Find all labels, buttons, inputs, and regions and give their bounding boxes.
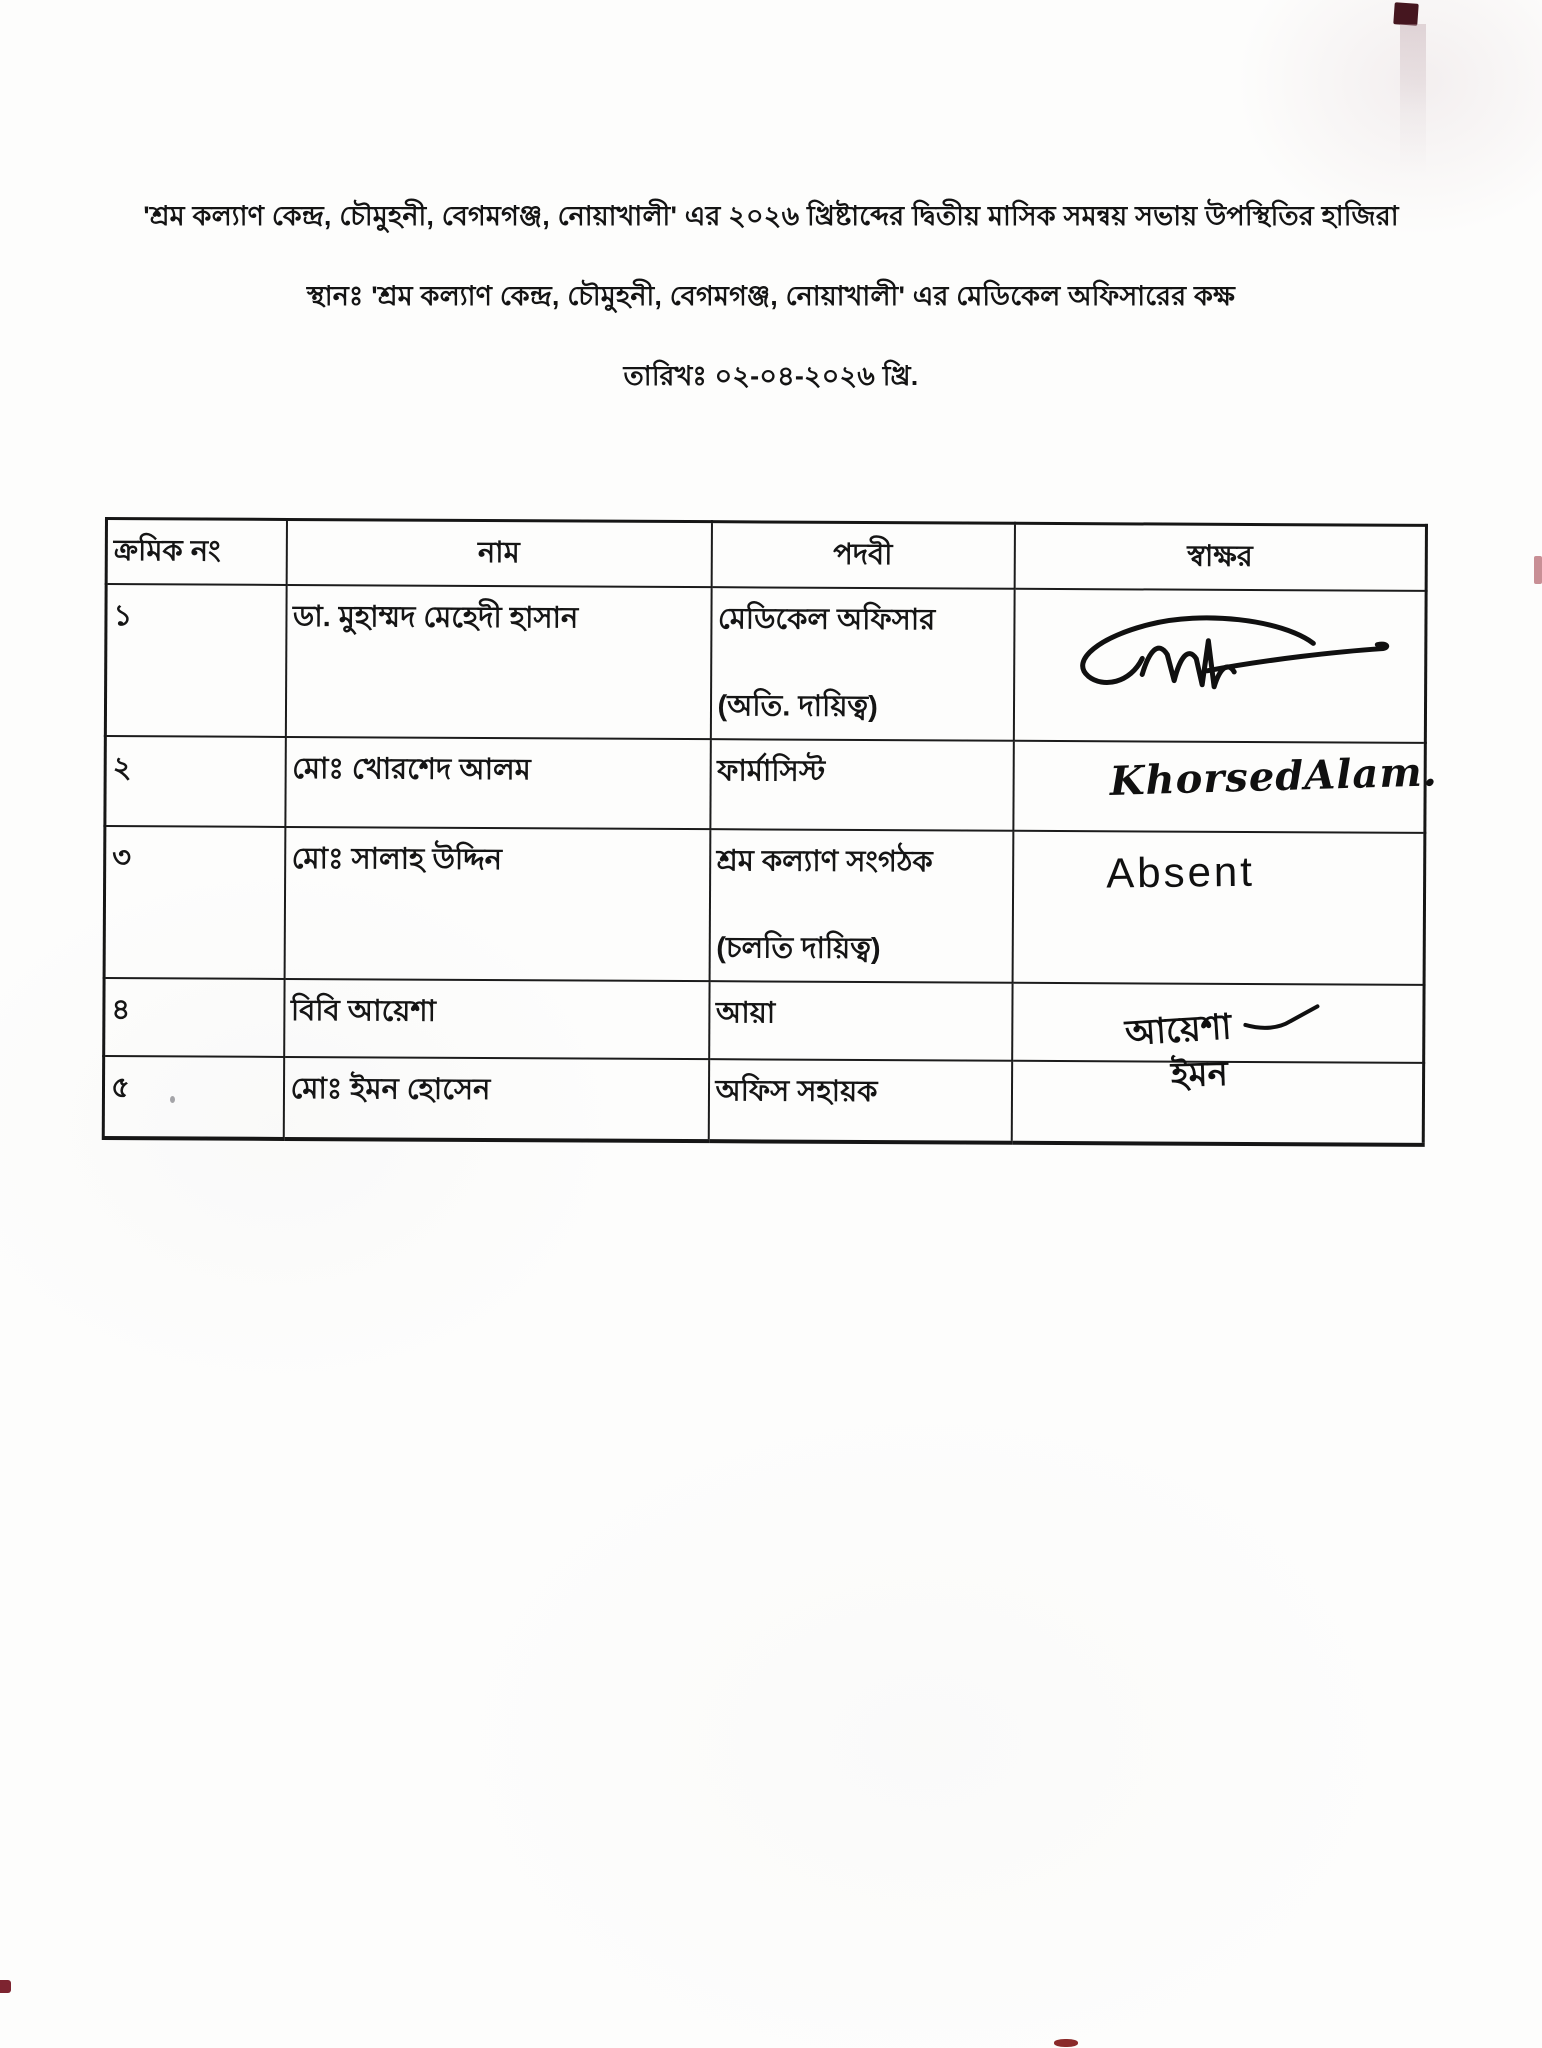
- signature-cell: [1011, 1054, 1423, 1145]
- signature-cell: [1013, 741, 1438, 833]
- designation-line1: আয়া: [715, 997, 776, 1030]
- designation-cell: [708, 1059, 1011, 1143]
- signature-handwriting: KhorsedAlam.: [1108, 748, 1438, 805]
- header-serial: ক্রমিক নং: [106, 519, 286, 585]
- designation-line1: মেডিকেল অফিসার: [717, 603, 936, 637]
- venue-line: স্থানঃ 'শ্রম কল্যাণ কেন্দ্র, চৌমুহনী, বেগমগঞ্জ, নোয়াখালী' এর মেডিকেল অফিসারের কক্ষ: [306, 281, 1236, 311]
- table-header-row: [106, 519, 1426, 591]
- scan-mark-top-right: [1393, 2, 1418, 26]
- designation-line2: (চলতি দায়িত্ব): [716, 932, 881, 966]
- scan-speck-right-edge: [1534, 556, 1542, 584]
- name-cell: মোঃ খোরশেদ আলম: [285, 737, 710, 829]
- serial-cell: ৪: [104, 978, 284, 1057]
- signature-handwriting: ইমন: [1169, 1054, 1228, 1095]
- name-cell: মোঃ ইমন হোসেন: [283, 1057, 708, 1141]
- designation-line1: শ্রম কল্যাণ সংগঠক: [716, 845, 933, 879]
- signature-cell: [1012, 831, 1425, 985]
- header-designation: পদবী: [711, 522, 1014, 589]
- signature-cell: [1013, 589, 1426, 743]
- attendance-table: [102, 517, 1438, 1147]
- attendance-table-wrapper: [102, 517, 1438, 1147]
- signature-swoosh-stroke: [1243, 1003, 1323, 1037]
- name-cell: মোঃ সালাহ উদ্দিন: [284, 827, 710, 981]
- date-line: তারিখঃ ০২-০৪-২০২৬ খ্রি.: [623, 361, 919, 391]
- serial-cell: ৫: [103, 1056, 283, 1139]
- signature-monogram-scribble: [1057, 608, 1398, 710]
- header-signature: স্বাক্ষর: [1014, 523, 1426, 591]
- designation-line1: অফিস সহায়ক: [715, 1075, 878, 1109]
- signature-absent-note: Absent: [1105, 847, 1255, 897]
- page-title: 'শ্রম কল্যাণ কেন্দ্র, চৌমুহনী, বেগমগঞ্জ, নোয়াখালী' এর ২০২৬ খ্রিষ্টাব্দের দ্বিতীয় মাসিক সমন্বয় সভায় উপস্থিতির হাজিরা: [143, 201, 1399, 231]
- scan-smear-top-right: [1400, 24, 1426, 174]
- scan-speck-bottom-center: [1054, 2039, 1078, 2047]
- table-row: [105, 584, 1426, 743]
- name-cell: ডা. মুহাম্মদ মেহেদী হাসান: [285, 585, 711, 739]
- table-row: [103, 1056, 1423, 1145]
- serial-cell: ২: [105, 736, 285, 827]
- signature-handwriting: আয়েশা: [1123, 1007, 1233, 1054]
- designation-cell: [709, 829, 1013, 983]
- designation-line1: ফার্মাসিস্ট: [717, 755, 826, 788]
- designation-cell: [709, 981, 1012, 1061]
- header-name: নাম: [286, 519, 711, 587]
- designation-line2: (অতি. দায়িত্ব): [717, 690, 878, 724]
- designation-cell: [710, 739, 1013, 831]
- name-cell: বিবি আয়েশা: [284, 979, 709, 1059]
- table-row: [104, 826, 1425, 985]
- scan-speck-bottom-left: [0, 1980, 11, 1993]
- serial-cell: ১: [105, 584, 286, 737]
- table-row: [105, 736, 1425, 833]
- designation-cell: [710, 587, 1014, 741]
- serial-cell: ৩: [104, 826, 285, 979]
